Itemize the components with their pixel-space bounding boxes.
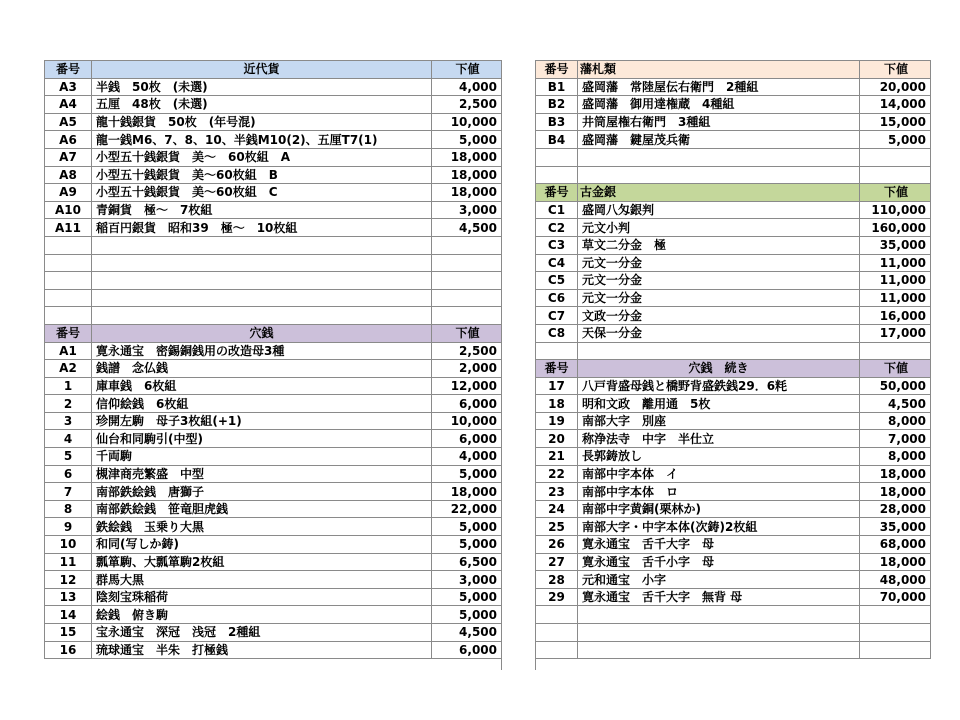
modern-coins-item-number: A11 (45, 219, 92, 237)
clan-notes-header-number: 番号 (536, 61, 578, 79)
table-row (45, 465, 502, 483)
gold-silver-item-name: 草文二分金 極 (578, 236, 860, 254)
empty-cell (536, 606, 578, 624)
gold-silver-header-price: 下値 (860, 184, 931, 202)
gold-silver-item-price: 11,000 (860, 254, 931, 272)
empty-row (536, 342, 931, 360)
gold-silver-item-price: 110,000 (860, 201, 931, 219)
modern-coins-item-price: 4,500 (432, 219, 502, 237)
modern-coins-item-price: 4,000 (432, 78, 502, 96)
empty-cell (92, 289, 432, 307)
clan-notes-item-name: 井筒屋権右衛門 3種組 (578, 113, 860, 131)
table-row (536, 483, 931, 501)
holed-coins-item-number: 4 (45, 430, 92, 448)
holed-coins-item-name: 琉球通宝 半朱 打極銭 (92, 641, 432, 659)
empty-row (45, 307, 502, 325)
holed-coins-item-price: 22,000 (432, 500, 502, 518)
holed-coins-cont-item-price: 35,000 (860, 518, 931, 536)
clan-notes-item-price: 14,000 (860, 96, 931, 114)
gold-silver-item-name: 元文一分金 (578, 289, 860, 307)
empty-row (536, 624, 931, 642)
holed-coins-cont-item-price: 68,000 (860, 536, 931, 554)
table-row (536, 96, 931, 114)
table-row (45, 113, 502, 131)
table-row (536, 553, 931, 571)
modern-coins-item-number: A5 (45, 113, 92, 131)
modern-coins-item-number: A3 (45, 78, 92, 96)
empty-cell (860, 641, 931, 659)
modern-coins-item-price: 10,000 (432, 113, 502, 131)
holed-coins-cont-item-name: 八戸背盛母銭と橋野背盛鉄銭29．6粍 (578, 377, 860, 395)
modern-coins-item-number: A4 (45, 96, 92, 114)
empty-cell (860, 624, 931, 642)
table-row (45, 606, 502, 624)
empty-cell (536, 166, 578, 184)
empty-cell (45, 236, 92, 254)
gold-silver-item-number: C1 (536, 201, 578, 219)
gold-silver-item-name: 文政一分金 (578, 307, 860, 325)
holed-coins-item-name: 陰刻宝珠稲荷 (92, 588, 432, 606)
holed-coins-item-price: 12,000 (432, 377, 502, 395)
modern-coins-item-name: 龍十銭銀貨 50枚 (年号混) (92, 113, 432, 131)
holed-coins-item-price: 4,000 (432, 448, 502, 466)
table-row (45, 360, 502, 378)
holed-coins-item-number: 14 (45, 606, 92, 624)
holed-coins-cont-item-price: 70,000 (860, 588, 931, 606)
holed-coins-cont-item-name: 南部大字 別座 (578, 412, 860, 430)
table-row (536, 307, 931, 325)
holed-coins-cont-item-name: 寛永通宝 舌千大字 母 (578, 536, 860, 554)
gold-silver-item-number: C7 (536, 307, 578, 325)
holed-coins-item-number: 13 (45, 588, 92, 606)
table-row (45, 518, 502, 536)
holed-coins-item-price: 6,000 (432, 641, 502, 659)
holed-coins-header-row (45, 324, 502, 342)
holed-coins-item-price: 6,000 (432, 395, 502, 413)
table-row (536, 236, 931, 254)
holed-coins-item-name: 寛永通宝 密錫銅銭用の改造母3種 (92, 342, 432, 360)
gold-silver-header-number: 番号 (536, 184, 578, 202)
holed-coins-item-price: 18,000 (432, 483, 502, 501)
empty-cell (92, 236, 432, 254)
holed-coins-item-name: 仙台和同駒引(中型) (92, 430, 432, 448)
table-row (536, 448, 931, 466)
holed-coins-item-number: 1 (45, 377, 92, 395)
holed-coins-header-price: 下値 (432, 324, 502, 342)
holed-coins-item-name: 和同(写しか鋳) (92, 536, 432, 554)
empty-cell (92, 307, 432, 325)
holed-coins-cont-item-name: 南部中字黄銅(栗林か) (578, 500, 860, 518)
empty-cell (536, 624, 578, 642)
gold-silver-item-price: 17,000 (860, 324, 931, 342)
table-row (45, 430, 502, 448)
table-row (536, 377, 931, 395)
holed-coins-cont-item-number: 25 (536, 518, 578, 536)
holed-coins-cont-item-name: 元和通宝 小字 (578, 571, 860, 589)
table-row (45, 166, 502, 184)
holed-coins-cont-item-name: 南部中字本体 ロ (578, 483, 860, 501)
table-row (536, 430, 931, 448)
empty-cell (432, 236, 502, 254)
empty-cell (536, 342, 578, 360)
holed-coins-cont-item-price: 28,000 (860, 500, 931, 518)
holed-coins-cont-item-name: 南部中字本体 イ (578, 465, 860, 483)
holed-coins-cont-item-number: 17 (536, 377, 578, 395)
holed-coins-cont-item-name: 寛永通宝 舌千大字 無背 母 (578, 588, 860, 606)
clan-notes-item-name: 盛岡藩 鍵屋茂兵衛 (578, 131, 860, 149)
holed-coins-item-name: 槻津商売繁盛 中型 (92, 465, 432, 483)
clan-notes-item-price: 20,000 (860, 78, 931, 96)
empty-cell (578, 148, 860, 166)
holed-coins-cont-item-price: 7,000 (860, 430, 931, 448)
modern-coins-item-price: 5,000 (432, 131, 502, 149)
left-price-table (44, 60, 502, 659)
gold-silver-item-price: 35,000 (860, 236, 931, 254)
empty-cell (578, 641, 860, 659)
gold-silver-item-name: 盛岡八匁銀判 (578, 201, 860, 219)
holed-coins-item-number: 9 (45, 518, 92, 536)
modern-coins-item-price: 18,000 (432, 166, 502, 184)
table-row (536, 324, 931, 342)
empty-cell (92, 254, 432, 272)
clan-notes-header-row (536, 61, 931, 79)
modern-coins-item-price: 18,000 (432, 148, 502, 166)
holed-coins-cont-item-name: 南部大字・中字本体(次鋳)2枚組 (578, 518, 860, 536)
holed-coins-item-name: 瓢箪駒、大瓢箪駒2枚組 (92, 553, 432, 571)
table-row (45, 641, 502, 659)
table-row (45, 536, 502, 554)
holed-coins-item-name: 珍開左駒 母子3枚組(+1) (92, 412, 432, 430)
table-row (45, 412, 502, 430)
holed-coins-cont-item-number: 22 (536, 465, 578, 483)
column-gap (501, 60, 536, 670)
gold-silver-item-name: 元文一分金 (578, 272, 860, 290)
table-row (45, 219, 502, 237)
modern-coins-item-name: 龍一銭M6、7、8、10、半銭M10(2)、五厘T7(1) (92, 131, 432, 149)
holed-coins-cont-item-number: 29 (536, 588, 578, 606)
empty-row (536, 148, 931, 166)
holed-coins-item-price: 6,500 (432, 553, 502, 571)
clan-notes-item-name: 盛岡藩 常陸屋伝右衛門 2種組 (578, 78, 860, 96)
holed-coins-item-number: 16 (45, 641, 92, 659)
table-row (536, 289, 931, 307)
empty-cell (432, 289, 502, 307)
modern-coins-item-name: 五厘 48枚 (未選) (92, 96, 432, 114)
holed-coins-cont-item-number: 20 (536, 430, 578, 448)
gold-silver-item-price: 11,000 (860, 289, 931, 307)
table-row (45, 448, 502, 466)
table-row (536, 201, 931, 219)
table-row (536, 536, 931, 554)
holed-coins-cont-item-number: 21 (536, 448, 578, 466)
modern-coins-item-name: 小型五十銭銀貨 美～ 60枚組 A (92, 148, 432, 166)
holed-coins-cont-item-name: 長郭鋳放し (578, 448, 860, 466)
modern-coins-item-name: 青銅貨 極～ 7枚組 (92, 201, 432, 219)
holed-coins-cont-item-price: 48,000 (860, 571, 931, 589)
holed-coins-header-title: 穴銭 (92, 324, 432, 342)
modern-coins-item-name: 小型五十銭銀貨 美～60枚組 C (92, 184, 432, 202)
holed-coins-cont-item-price: 4,500 (860, 395, 931, 413)
empty-row (45, 289, 502, 307)
empty-cell (578, 166, 860, 184)
holed-coins-cont-header-row (536, 360, 931, 378)
clan-notes-item-name: 盛岡藩 御用達権蔵 4種組 (578, 96, 860, 114)
table-row (536, 113, 931, 131)
gold-silver-item-price: 160,000 (860, 219, 931, 237)
table-row (536, 465, 931, 483)
table-row (45, 553, 502, 571)
holed-coins-item-number: 2 (45, 395, 92, 413)
table-row (45, 78, 502, 96)
table-row (536, 500, 931, 518)
holed-coins-cont-item-price: 50,000 (860, 377, 931, 395)
holed-coins-item-number: 12 (45, 571, 92, 589)
gold-silver-item-name: 天保一分金 (578, 324, 860, 342)
empty-cell (92, 272, 432, 290)
holed-coins-item-price: 5,000 (432, 588, 502, 606)
empty-row (45, 272, 502, 290)
empty-row (536, 641, 931, 659)
clan-notes-item-number: B1 (536, 78, 578, 96)
modern-coins-item-name: 稲百円銀貨 昭和39 極～ 10枚組 (92, 219, 432, 237)
holed-coins-item-price: 2,000 (432, 360, 502, 378)
table-row (536, 518, 931, 536)
holed-coins-cont-header-number: 番号 (536, 360, 578, 378)
holed-coins-cont-item-number: 24 (536, 500, 578, 518)
holed-coins-item-name: 宝永通宝 深冠 浅冠 2種組 (92, 624, 432, 642)
table-row (536, 78, 931, 96)
table-row (536, 395, 931, 413)
holed-coins-item-name: 南部鉄絵銭 笹竜胆虎銭 (92, 500, 432, 518)
table-row (536, 412, 931, 430)
table-row (45, 571, 502, 589)
table-row (536, 254, 931, 272)
empty-cell (45, 272, 92, 290)
holed-coins-item-name: 千両駒 (92, 448, 432, 466)
holed-coins-item-number: 10 (45, 536, 92, 554)
clan-notes-header-price: 下値 (860, 61, 931, 79)
empty-row (536, 166, 931, 184)
holed-coins-cont-item-price: 18,000 (860, 483, 931, 501)
holed-coins-item-name: 鉄絵銭 玉乗り大黒 (92, 518, 432, 536)
gold-silver-item-number: C8 (536, 324, 578, 342)
empty-cell (45, 254, 92, 272)
modern-coins-header-title: 近代貨 (92, 61, 432, 79)
modern-coins-item-name: 半銭 50枚 (未選) (92, 78, 432, 96)
table-row (45, 377, 502, 395)
clan-notes-header-title: 藩札類 (578, 61, 860, 79)
holed-coins-item-price: 6,000 (432, 430, 502, 448)
holed-coins-item-price: 5,000 (432, 536, 502, 554)
gold-silver-item-number: C2 (536, 219, 578, 237)
clan-notes-item-number: B4 (536, 131, 578, 149)
gold-silver-header-title: 古金銀 (578, 184, 860, 202)
empty-row (536, 606, 931, 624)
empty-cell (432, 254, 502, 272)
empty-cell (45, 307, 92, 325)
holed-coins-cont-item-price: 18,000 (860, 553, 931, 571)
empty-cell (432, 307, 502, 325)
empty-cell (578, 342, 860, 360)
right-price-table (535, 60, 931, 659)
gold-silver-item-number: C4 (536, 254, 578, 272)
holed-coins-cont-item-number: 28 (536, 571, 578, 589)
holed-coins-item-name: 絵銭 俯き駒 (92, 606, 432, 624)
gold-silver-item-number: C5 (536, 272, 578, 290)
modern-coins-item-number: A10 (45, 201, 92, 219)
gold-silver-item-price: 11,000 (860, 272, 931, 290)
empty-cell (536, 641, 578, 659)
holed-coins-cont-item-name: 明和文政 離用通 5枚 (578, 395, 860, 413)
holed-coins-item-number: 11 (45, 553, 92, 571)
table-row (536, 588, 931, 606)
empty-row (45, 254, 502, 272)
table-row (536, 272, 931, 290)
holed-coins-cont-item-price: 8,000 (860, 412, 931, 430)
holed-coins-item-price: 5,000 (432, 606, 502, 624)
holed-coins-item-name: 南部鉄絵銭 唐獅子 (92, 483, 432, 501)
clan-notes-item-number: B2 (536, 96, 578, 114)
holed-coins-item-number: 7 (45, 483, 92, 501)
holed-coins-item-price: 2,500 (432, 342, 502, 360)
empty-cell (578, 606, 860, 624)
holed-coins-cont-item-number: 27 (536, 553, 578, 571)
table-row (536, 219, 931, 237)
holed-coins-item-price: 4,500 (432, 624, 502, 642)
holed-coins-item-number: 15 (45, 624, 92, 642)
holed-coins-cont-item-number: 18 (536, 395, 578, 413)
holed-coins-item-number: A1 (45, 342, 92, 360)
modern-coins-header-price: 下値 (432, 61, 502, 79)
table-row (45, 395, 502, 413)
holed-coins-cont-header-price: 下値 (860, 360, 931, 378)
holed-coins-cont-item-name: 寛永通宝 舌千小字 母 (578, 553, 860, 571)
table-row (45, 201, 502, 219)
empty-cell (536, 148, 578, 166)
modern-coins-item-number: A7 (45, 148, 92, 166)
modern-coins-item-price: 2,500 (432, 96, 502, 114)
modern-coins-item-price: 18,000 (432, 184, 502, 202)
holed-coins-cont-item-price: 18,000 (860, 465, 931, 483)
modern-coins-item-number: A8 (45, 166, 92, 184)
gold-silver-item-name: 元文一分金 (578, 254, 860, 272)
gold-silver-item-name: 元文小判 (578, 219, 860, 237)
table-row (45, 184, 502, 202)
modern-coins-item-name: 小型五十銭銀貨 美～60枚組 B (92, 166, 432, 184)
clan-notes-item-price: 15,000 (860, 113, 931, 131)
holed-coins-item-name: 群馬大黒 (92, 571, 432, 589)
holed-coins-item-price: 10,000 (432, 412, 502, 430)
table-row (45, 624, 502, 642)
table-row (45, 148, 502, 166)
holed-coins-cont-item-number: 23 (536, 483, 578, 501)
holed-coins-cont-item-number: 26 (536, 536, 578, 554)
gold-silver-item-number: C6 (536, 289, 578, 307)
table-row (45, 131, 502, 149)
holed-coins-item-number: 3 (45, 412, 92, 430)
holed-coins-item-number: 8 (45, 500, 92, 518)
holed-coins-item-price: 5,000 (432, 518, 502, 536)
empty-cell (578, 624, 860, 642)
holed-coins-cont-header-title: 穴銭 続き (578, 360, 860, 378)
holed-coins-item-name: 銭譜 念仏銭 (92, 360, 432, 378)
holed-coins-item-price: 5,000 (432, 465, 502, 483)
holed-coins-item-number: A2 (45, 360, 92, 378)
table-row (45, 342, 502, 360)
clan-notes-item-price: 5,000 (860, 131, 931, 149)
clan-notes-item-number: B3 (536, 113, 578, 131)
holed-coins-item-number: 6 (45, 465, 92, 483)
table-row (45, 500, 502, 518)
gold-silver-header-row (536, 184, 931, 202)
holed-coins-item-name: 庫車銭 6枚組 (92, 377, 432, 395)
table-row (536, 131, 931, 149)
gold-silver-item-price: 16,000 (860, 307, 931, 325)
empty-cell (860, 148, 931, 166)
holed-coins-item-price: 3,000 (432, 571, 502, 589)
table-row (45, 96, 502, 114)
empty-cell (860, 606, 931, 624)
table-row (536, 571, 931, 589)
empty-cell (860, 342, 931, 360)
holed-coins-item-number: 5 (45, 448, 92, 466)
holed-coins-item-name: 信仰絵銭 6枚組 (92, 395, 432, 413)
holed-coins-cont-item-price: 8,000 (860, 448, 931, 466)
empty-cell (860, 166, 931, 184)
modern-coins-header-row (45, 61, 502, 79)
modern-coins-item-number: A6 (45, 131, 92, 149)
empty-row (45, 236, 502, 254)
modern-coins-item-price: 3,000 (432, 201, 502, 219)
holed-coins-header-number: 番号 (45, 324, 92, 342)
table-row (45, 588, 502, 606)
empty-cell (45, 289, 92, 307)
modern-coins-header-number: 番号 (45, 61, 92, 79)
holed-coins-cont-item-name: 称浄法寺 中字 半仕立 (578, 430, 860, 448)
modern-coins-item-number: A9 (45, 184, 92, 202)
gold-silver-item-number: C3 (536, 236, 578, 254)
holed-coins-cont-item-number: 19 (536, 412, 578, 430)
empty-cell (432, 272, 502, 290)
table-row (45, 483, 502, 501)
